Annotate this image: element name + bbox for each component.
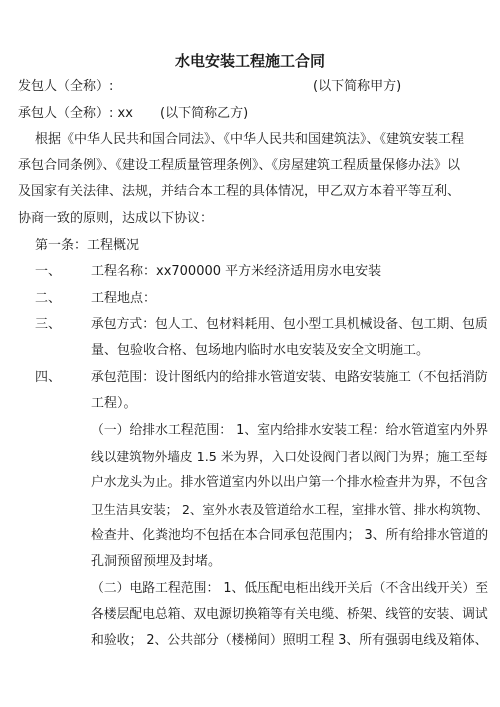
preamble-line: 根据《中华人民共和国合同法》、《中华人民共和国建筑法》、《建筑安装工程 — [35, 132, 465, 147]
water-scope-line: 检查井、化粪池均不包括在本合同承包范围内； 3、所有给排水管道的 — [91, 528, 489, 543]
item-2-text: 工程地点： — [91, 291, 157, 306]
article-1-heading: 第一条：工程概况 — [35, 238, 140, 253]
document-title: 水电安装工程施工合同 — [174, 52, 325, 70]
item-2-number: 二、 — [35, 291, 62, 306]
electrical-scope-line: （二）电路工程范围： 1、低压配电柜出线开关后（不含出线开关）至 — [91, 581, 489, 596]
item-3-number: 三、 — [35, 317, 62, 332]
party-b-label: 承包人（全称）: xx — [18, 106, 133, 121]
party-a-note: (以下简称甲方) — [313, 79, 402, 94]
electrical-scope-line: 和验收； 2、公共部分（楼梯间）照明工程 3、所有强弱电线及箱体、 — [91, 633, 488, 648]
item-1-number: 一、 — [35, 264, 62, 279]
item-3-line: 承包方式：包人工、包材料耗用、包小型工具机械设备、包工期、包质 — [91, 317, 488, 332]
electrical-scope-line: 各楼层配电总箱、双电源切换箱等有关电缆、桥架、线管的安装、调试 — [91, 607, 488, 622]
water-scope-line: 线以建筑物外墙皮 1.5 米为界，入口处设阀门者以阀门为界；施工至每 — [91, 449, 488, 464]
water-scope-line: 卫生洁具安装； 2、室外水表及管道给水工程，室排水管、排水构筑物、 — [91, 502, 489, 517]
item-4-line: 工程）。 — [91, 396, 137, 411]
preamble-line: 及国家有关法律、法规，并结合本工程的具体情况，甲乙双方本着平等互利、 — [18, 184, 461, 199]
water-scope-line: （一）给排水工程范围： 1、室内给排水安装工程：给水管道室内外界 — [91, 423, 489, 438]
party-b-note: (以下简称乙方) — [160, 106, 249, 121]
preamble-line: 承包合同条例》、《建设工程质量管理条例》、《房屋建筑工程质量保修办法》以 — [18, 158, 461, 173]
item-1-text: 工程名称：xx700000 平方米经济适用房水电安装 — [91, 264, 382, 279]
water-scope-line: 孔洞预留预埋及封堵。 — [91, 554, 222, 569]
preamble-line: 协商一致的原则，达成以下协议： — [18, 211, 214, 226]
item-4-number: 四、 — [35, 370, 62, 385]
item-4-line: 承包范围：设计图纸内的给排水管道安装、电路安装施工（不包括消防 — [91, 370, 488, 385]
water-scope-line: 户水龙头为止。排水管道室内外以出户第一个排水检查井为界，不包含 — [91, 475, 488, 490]
item-3-line: 量、包验收合格、包场地内临时水电安装及安全文明施工。 — [91, 343, 430, 358]
party-a-label: 发包人（全称）: — [18, 79, 114, 94]
